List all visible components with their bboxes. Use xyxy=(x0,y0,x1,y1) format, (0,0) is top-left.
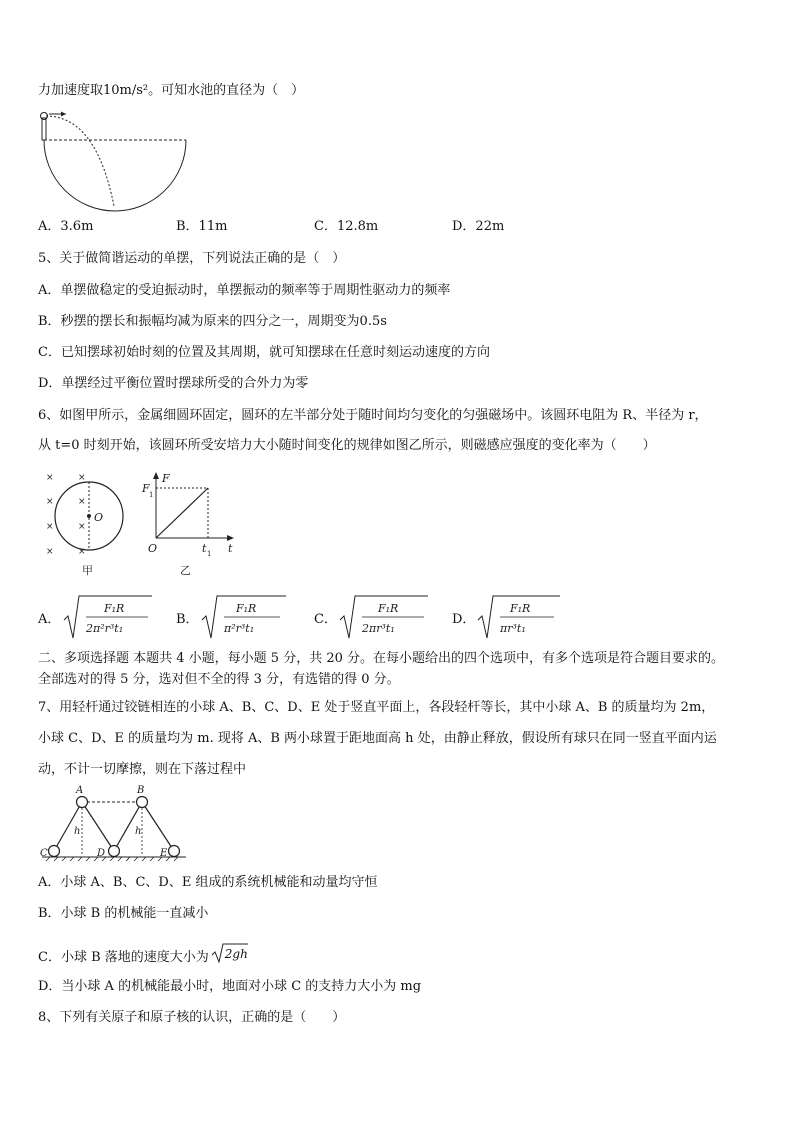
q6-option-c-den: 2πr³t₁ xyxy=(362,622,395,635)
q7-fig-label-e: E xyxy=(160,848,168,859)
q8-stem: 8、下列有关原子和原子核的认识，正确的是（ ） xyxy=(38,1010,346,1025)
q7-stem-line3: 动，不计一切摩擦，则在下落过程中 xyxy=(38,762,247,777)
q7-option-c-text: C．小球 B 落地的速度大小为 xyxy=(38,950,209,965)
q6-option-letter: D． xyxy=(452,612,476,627)
q7-stem-line1: 7、用轻杆通过铰链相连的小球 A、B、C、D、E 处于竖直平面上，各段轻杆等长，其中小球 A、B 的质量均为 2m， xyxy=(38,700,715,715)
q6-figure-jia xyxy=(38,468,138,580)
sqrt-icon xyxy=(211,943,249,969)
sqrt-icon xyxy=(200,594,288,640)
q5-option-b: B．秒摆的摆长和振幅均减为原来的四分之一，周期变为0.5s xyxy=(38,314,387,329)
q6-jia-center-label: O xyxy=(94,511,104,524)
q6-yi-axis-x: t xyxy=(228,542,233,555)
q6-option-b-den: π²r³t₁ xyxy=(224,622,255,635)
q6-yi-axis-y: F xyxy=(162,472,170,485)
q7-fig-label-b: B xyxy=(137,785,145,796)
q7-option-c xyxy=(38,941,249,967)
q6-option-a-den: 2π²r³t₁ xyxy=(86,622,124,635)
q6-option-d-den: πr³t₁ xyxy=(500,622,526,635)
q6-option-letter: C． xyxy=(314,612,337,627)
q7-option-a: A．小球 A、B、C、D、E 组成的系统机械能和动量均守恒 xyxy=(38,875,378,890)
q6-yi-t1-sub: 1 xyxy=(207,550,212,558)
q6-yi-f1-sub: 1 xyxy=(149,491,154,499)
q6-yi-origin: O xyxy=(148,542,158,555)
q6-option-letter: A． xyxy=(38,612,61,627)
q6-jia-cross: × xyxy=(78,497,86,507)
section2-line1: 二、多项选择题 本题共 4 小题，每小题 5 分，共 20 分。在每小题给出的四个选项中，有多个选项是符合题目要求的。 xyxy=(38,651,725,666)
sqrt-icon xyxy=(338,594,430,640)
q6-option-d-num: F₁R xyxy=(510,602,531,615)
q6-jia-cross: × xyxy=(78,547,86,557)
q6-yi-f1: F xyxy=(142,482,150,495)
q6-jia-cross: × xyxy=(78,473,86,483)
q6-jia-cross: × xyxy=(46,473,54,483)
q6-figure-yi xyxy=(140,468,245,580)
q5-option-c: C．已知摆球初始时刻的位置及其周期，就可知摆球在任意时刻运动速度的方向 xyxy=(38,345,490,360)
q5-option-d: D．单摆经过平衡位置时摆球所受的合外力为零 xyxy=(38,376,309,391)
q6-option-b-num: F₁R xyxy=(236,602,257,615)
q7-fig-label-d: D xyxy=(97,848,106,859)
q6-jia-cross: × xyxy=(78,522,86,532)
q6-option-letter: B． xyxy=(176,612,199,627)
q5-option-a: A．单摆做稳定的受迫振动时，单摆振动的频率等于周期性驱动力的频率 xyxy=(38,283,451,298)
q6-jia-cross: × xyxy=(46,547,54,557)
q6-option-c-num: F₁R xyxy=(378,602,399,615)
q7-fig-label-h: h xyxy=(135,826,142,837)
q7-stem-line2: 小球 C、D、E 的质量均为 m. 现将 A、B 两小球置于距地面高 h 处，由静止释放，假设所有球只在同一竖直平面内运 xyxy=(38,731,717,746)
q7-fig-label-h: h xyxy=(74,826,81,837)
q6-jia-caption: 甲 xyxy=(82,564,93,577)
q6-yi-caption: 乙 xyxy=(180,564,191,577)
q6-yi-t1: t xyxy=(202,542,207,555)
q6-stem-line2: 从 t=0 时刻开始，该圆环所受安培力大小随时间变化的规律如图乙所示，则磁感应强度的变化率为（ ） xyxy=(38,438,656,453)
q6-jia-cross: × xyxy=(46,522,54,532)
q6-option-a-num: F₁R xyxy=(104,602,125,615)
q6-jia-cross: × xyxy=(46,497,54,507)
q7-fig-label-a: A xyxy=(76,785,84,796)
q4-stem-tail: 力加速度取10m/s²。可知水池的直径为（ ） xyxy=(38,83,305,98)
q5-stem: 5、关于做简谐运动的单摆，下列说法正确的是（ ） xyxy=(38,251,346,266)
q7-option-b: B．小球 B 的机械能一直减小 xyxy=(38,906,209,921)
q6-stem-line1: 6、如图甲所示，金属细圆环固定，圆环的左半部分处于随时间均匀变化的匀强磁场中。该圆环电阻为 R、半径为 r， xyxy=(38,408,708,423)
section2-line2: 全部选对的得 5 分，选对但不全的得 3 分，有选错的得 0 分。 xyxy=(38,672,400,687)
q4-pool-figure xyxy=(36,108,196,212)
q4-option-b: B．11m xyxy=(176,219,228,234)
sqrt-icon xyxy=(476,594,562,640)
q7-figure xyxy=(38,782,190,862)
q4-option-a: A．3.6m xyxy=(38,219,94,234)
q7-sqrt-expr: 2gh xyxy=(224,947,248,961)
sqrt-icon xyxy=(62,594,154,640)
q7-option-d: D．当小球 A 的机械能最小时，地面对小球 C 的支持力大小为 mg xyxy=(38,979,422,994)
q6-options xyxy=(38,594,758,642)
q4-option-c: C．12.8m xyxy=(314,219,379,234)
q7-fig-label-c: C xyxy=(40,848,48,859)
q4-option-d: D．22m xyxy=(452,219,505,234)
